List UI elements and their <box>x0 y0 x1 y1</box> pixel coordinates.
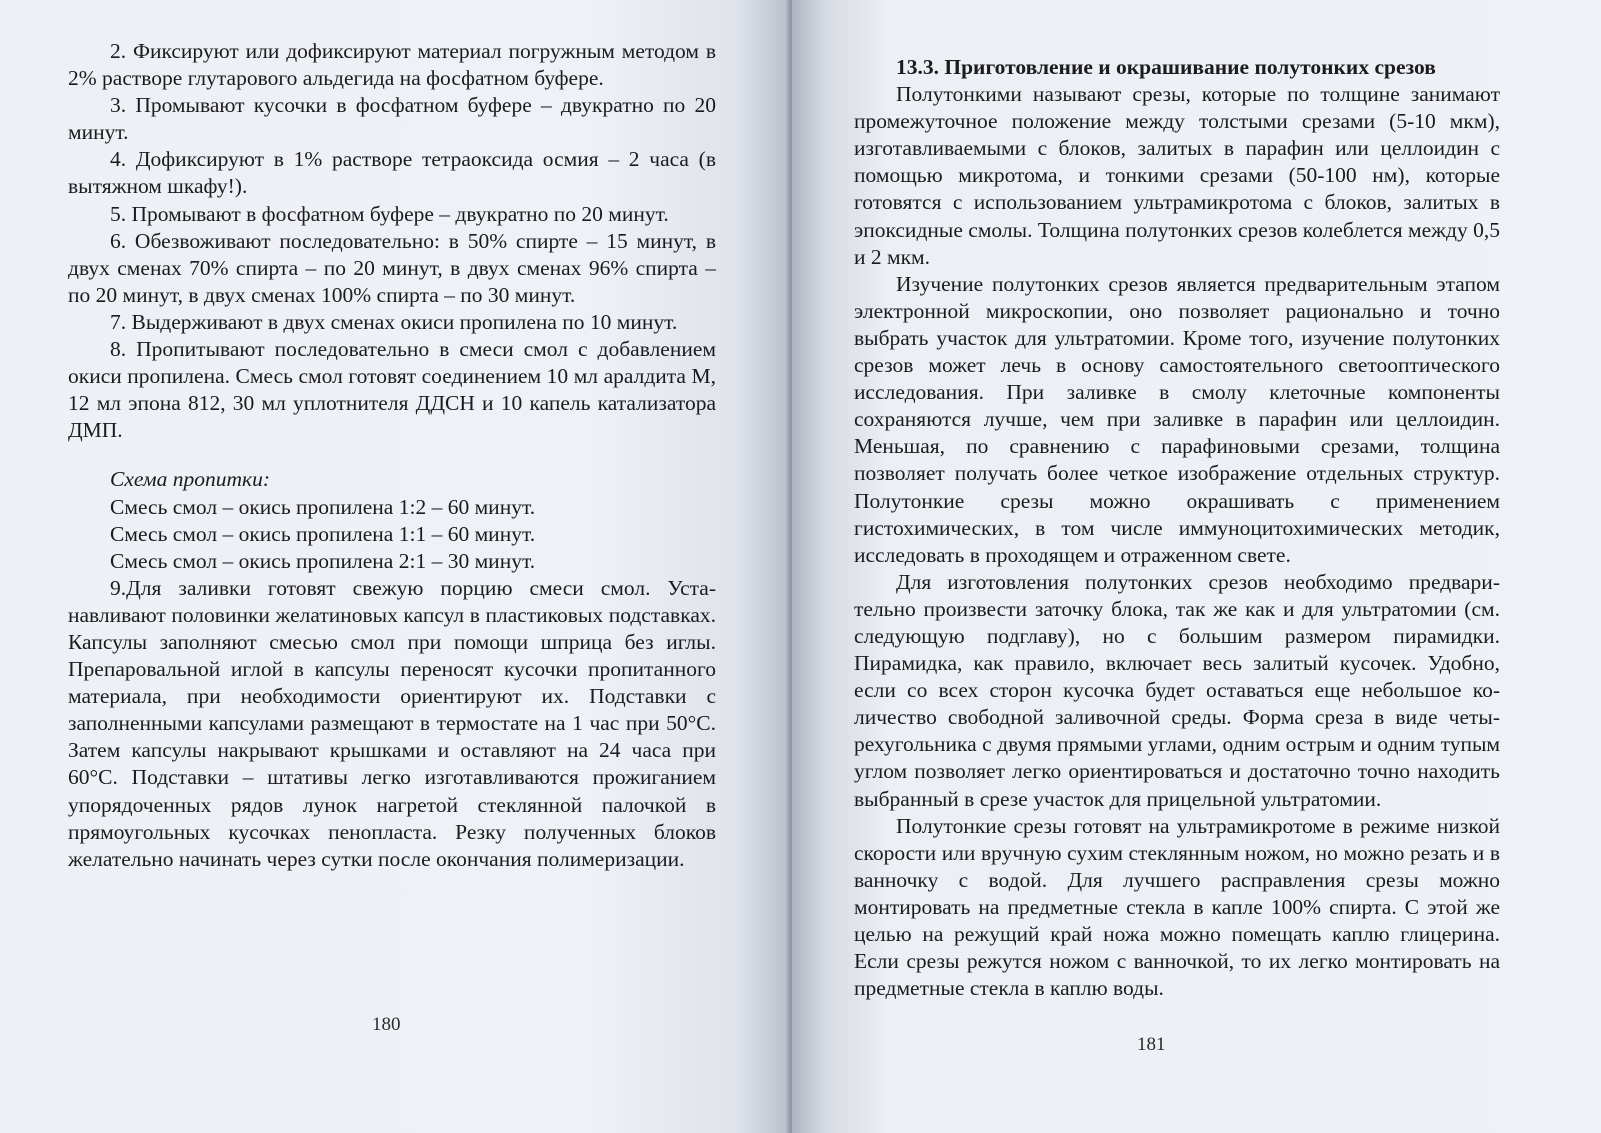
left-page-text <box>68 38 716 873</box>
scheme-line: Смесь смол – окись пропилена 2:1 – 30 минут. <box>110 548 536 573</box>
right-page-text <box>854 54 1500 1002</box>
paragraph: 6. Обезвоживают последовательно: в 50% спирте – 15 минут, в двух сменах 70% спирта – по 20 минут, в двух сменах 96% спирта – по 20 минут, в двух сменах 100% спирта – по 30 минут. <box>68 228 716 307</box>
paragraph: Изучение полутонких срезов является предварительным этапом электронной микроскопии, оно позволяет рационально и точно выбрать участок для ультратомии. Кроме того, изучение полутонких срезов может лечь в основу самостоятельного светооптического исследования. При заливке в смолу клеточные компоненты сохраняются лучше, чем при заливке в парафин или целлоидин. Меньшая, по сравнению с парафиновыми срезами, толщина позволяет получать более четкое изображение отдельных структур. Полутонкие срезы можно окрашивать с применением гистохимических, в том числе иммуноцитохимических методик, исследовать в проходящем и отраженном свете. <box>854 271 1500 567</box>
paragraph: Для изготовления полутонких срезов необходимо предварительно произвести заточку блока, так же как и для ультратомии (см. следующую подглаву), но с большим размером пирамидки. Пирамидка, как правило, включает весь залитый кусочек. Удобно, если со всех сторон кусочка будет оставаться еще небольшое количество свободной заливочной среды. Форма среза в виде четырехугольника с двумя прямыми углами, одним острым и одним тупым углом позволяет легко ориентироваться и достаточно точно находить выбранный в срезе участок для прицельной ультратомии. <box>854 569 1500 811</box>
scheme-line: Смесь смол – окись пропилена 1:1 – 60 минут. <box>110 521 536 546</box>
scheme-title: Схема пропитки: <box>110 467 270 492</box>
paragraph: Полутонкими называют срезы, которые по толщине занимают промежуточное положение между толстыми срезами (5-10 мкм), изготавливаемыми с блоков, залитых в парафин или целлоидин с помощью микротома, и тонкими срезами (50-100 нм), которые готовятся с использованием ультрамикротома с блоков, залитых в эпоксидные смолы. Толщина полутонких срезов колеблется между 0,5 и 2 мкм. <box>854 82 1500 269</box>
left-page <box>0 0 790 1133</box>
page-number-left: 180 <box>372 1014 401 1035</box>
paragraph: 4. Дофиксируют в 1% растворе тетраоксида осмия – 2 часа (в вытяжном шкафу!). <box>68 147 716 199</box>
paragraph: 8. Пропитывают последовательно в смеси смол с добавлением окиси пропилена. Смесь смол готовят соединением 10 мл аралдита М, 12 мл эпона 812, 30 мл уплотнителя ДДСН и 10 капель катализатора ДМП. <box>68 337 716 443</box>
right-page <box>792 0 1601 1133</box>
scheme-line: Смесь смол – окись пропилена 1:2 – 60 минут. <box>110 494 536 519</box>
page-number-right: 181 <box>1137 1034 1166 1055</box>
paragraph: Полутонкие срезы готовят на ультрамикротоме в режиме низкой скорости или вручную сухим стеклянным ножом, но можно резать и в ванночку с водой. Для лучшего расправления срезы можно монтировать на предметные стекла в капле 100% спирта. С этой же целью на режущий край ножа можно помещать каплю глицерина. Если срезы режутся ножом с ванночкой, то их легко монтировать на предметные стекла в каплю воды. <box>854 813 1500 1001</box>
paragraph: 7. Выдерживают в двух сменах окиси пропилена по 10 минут. <box>110 309 678 334</box>
paragraph: 9.Для заливки готовят свежую порцию смеси смол. Устанавливают половинки желатиновых капсул в пластиковых подставках. Капсулы заполняют смесью смол при помощи шприца без иглы. Препаровальной иглой в капсулы переносят кусочки пропитанного материала, при необходимости ориентируют их. Подставки с заполненными капсулами размещают в термостате на 1 час при 50°С. Затем капсулы накрывают крышками и оставляют на 24 часа при 60°С. Подставки – штативы легко изготавливаются прожиганием упорядоченных рядов лунок нагретой стеклянной палочкой в прямоугольных кусочках пенопласта. Резку полученных блоков желательно начинать через сутки после окончания полимеризации. <box>68 575 716 871</box>
paragraph: 5. Промывают в фосфатном буфере – двукратно по 20 минут. <box>110 201 669 226</box>
section-heading: 13.3. Приготовление и окрашивание полутонких срезов <box>896 55 1436 79</box>
paragraph: 2. Фиксируют или дофиксируют материал погружным методом в 2% растворе глутарового альдегида на фосфатном буфере. <box>68 39 716 91</box>
paragraph: 3. Промывают кусочки в фосфатном буфере – двукратно по 20 минут. <box>68 93 716 145</box>
